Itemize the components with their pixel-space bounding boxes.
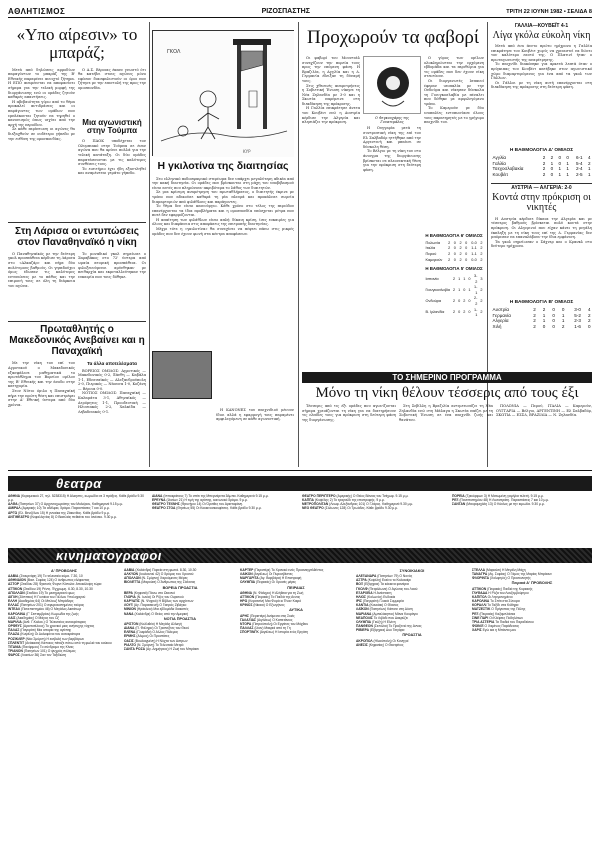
standings-row	[424, 274, 484, 285]
bottom-left-photo	[152, 351, 212, 399]
left-headline-3: Πρωταθλητής ο Μακεδονικός Ανεβαίνει και η Παναχαϊκή	[9, 324, 145, 358]
cinema-list-2: ΑΑΒΙΑ (Χαλάνδρι) Πορεία στη φωτιά. 8.30, 10.30 ΑΛΚΥΩΝ (Ιουλιανού 42) Ο δρόμος του Χρυσού ΑΠΟΛΛΩΝ (Ν. Σμύρνη) Χαρούμενες Μέρες ΒΙΟΛΕΤΤΑ (Μαρούσι) Ο Άνθρωπος της Σάλτσας ΒΟΡΕΙΑ ΠΡΟΑΣΤΙΑ ΒΕΡΑ (Κηφισιά) Πάνω στο Ωκεανό ΓΛΟΡΙΑ (Ν. Ιωνία) Οι Ρίζες του Ουρανού ΚΑΡΥΑΤΙΣ (Ν. Ψυχικό) Η Βίβλος των αρχόντων ΛΟΥΞ (Αγ. Παρασκευή) Ο Γιατρός Ζιβάγκο ΜΙΝΙΟΝ (Ηράκλειο) Μια εβδομάδα διακοπές ΝΑΝΑ (Χαλάνδρι) Ο Θείος από την Αμερική ΝΟΤΙΑ ΠΡΟΑΣΤΙΑ ΑΡΙΣΤΟΝ (Καλλιθέα) Η Μεγάλη Αλλαγή ΔΙΑΝΑ (Π. Φάληρο) Οι Τραπεζίτες του Θεού ΕΛΕΝΑ (Γλυφάδα) Ο Αλλος Πόλεμος ΕΡΜΗΣ (Αλιμος) Οι Προστάτες ΟΑΣΙΣ (Βουλιαγμένη) Η Νύχτα των Αστρων ΡΙΑΛΤΟ (Ν. Σμύρνη) Το Τελευταίο Μετρό ΣΑΝΤΑ ΡΟΖΑ (Αγ. Δημήτριος) Η Ζωή του Μπράιαν	[124, 568, 236, 854]
stat-cell: 0	[458, 299, 461, 304]
main-article-col2: Η Ουγγαρία μετά τη συντριπτική νίκη της επί του Ελ Σαλβαδόρ ηττήθηκε από την Αργεντινή και μπαίνει σε δύσκολη θέση. Το Βέλγιο με τη νίκη του στο άνοιγμα της διοργάνωσης βρίσκεται σε πλεονεκτική θέση για την πρόκριση στη δεύτερη φάση.	[363, 126, 421, 172]
standings-row	[491, 172, 592, 178]
stat-cell: 1-1	[473, 307, 478, 318]
stat-cell: 0	[453, 240, 456, 245]
team-name: Αλγερία	[492, 318, 509, 324]
stat-cell: 0	[587, 323, 591, 329]
stat-cell: 2	[587, 318, 591, 324]
cartoon-image	[152, 30, 294, 156]
stat-cell: 3-0	[574, 307, 581, 312]
left-headline-2: Στη Λάρισα οι εντυπώσεις στον Παναθηναϊκό η νίκη	[14, 225, 139, 248]
right-headline-2: Κοντά στην πρόκριση οι νικητές	[492, 191, 591, 214]
stat-cell: 1	[587, 172, 591, 178]
masthead	[8, 6, 592, 18]
stat-cell: 1	[550, 160, 554, 166]
stat-cell: 2	[480, 246, 483, 251]
team-name: Γερμανία	[492, 312, 511, 318]
stat-cell: 0	[558, 160, 562, 166]
team-name: Πολωνία	[425, 240, 441, 245]
stat-cell: 2	[452, 288, 456, 293]
svg-text:ΚΥΡ: ΚΥΡ	[243, 149, 251, 154]
theatre-list-1: ΑΘΗΝΑ (Κεραμεικού 27, τηλ. 5238315) Η Αλκηστις, κωμωδία σε 3 πράξεις. Κάθε βράδυ 9.30 μ.μ. ΑΛΦΑ (Πατησίων 37) Ο Αρχοντοχωριάτης του Μολιέρου, Καθημερινά 9.15 μ.μ. ΑΜΙΡΑΛ (Αμερικής 10) Τα αδέλφια, δράμα. Παραστάσεις 7 και 10 μ.μ. ΑΡΓΩ (Ελ. Βενιζέλου 15) Η γυναίκα της Ζάκυνθος. Κάθε βράδυ 9 μ.μ. ΑΝΤΙΘΕΑΤΡΟ (Κεφαλληνίας 8) Ο Βασιλιάς πεθαίνει του Ιονέσκο. 9.30 μ.μ.	[8, 494, 144, 519]
stat-cell: 2	[448, 257, 451, 262]
left-subheadline: Μια αγωνιστική στην Τούμπα	[82, 117, 142, 136]
stat-cell: 1	[468, 288, 471, 293]
team-name: Ιταλία	[425, 246, 436, 251]
photo-side-text: Η ΚΑΝΟΝΕΣ του παιχνιδιού μένουν ίδιοι αλλά η εφαρμογή τους παραμένει αμφιλεγόμενη σε κάθε αγωνιστική.	[216, 408, 294, 422]
stat-cell: 0	[465, 240, 468, 245]
team-name: Ισπανία	[425, 276, 439, 281]
stat-cell: 2	[542, 166, 546, 172]
right-article: Μετά από ένα άνετο πρώτο ημίχρονο η Γαλλία επικράτησε του Κουβέιτ χωρίς να χρειαστεί να δώσει τον καλύτερο εαυτό της. Ο Πλατινί ήταν ο πρωταγωνιστής της αναμέτρησης. Το παιχνίδι διακόπηκε για αρκετά λεπτά όταν ο πρίγκιπας του Κουβέιτ κατέβηκε στον αγωνιστικό χώρο διαμαρτυρόμενος για ένα από τα γκολ των Γάλλων. Οι Γάλλοι με τη νίκη αυτή επανέρχονται στη διεκδίκηση της πρόκρισης στη δεύτερη φάση.	[491, 44, 592, 90]
cinema-list-1: Α' ΠΡΟΒΟΛΗΣ ΑΑΒΙΑ (Στουρνάρη 19) Το τελευταίο κύμα. 7.30, 10 ΑΘΗΝΑΙΟΝ (Βασ. Σοφίας 124) Ο άνθρωπος ελέφαντας ΑΣΤΟΡ (Σταδίου 28) Φρανσίς Φορντ Κόπολα: Αποκάλυψη τώρα ΑΤΤΙΚΟΝ (Σταδίου 19) Ρέντς. Έγχρωμη. 6.30, 8.30, 10.30 ΑΠΟΛΛΩΝ (Σταδίου 19) Το μεσημεριανό φως ΑΙΓΛΗ (Ζάππειο) Η Γυναίκα του Γάλλου Υπολοχαγού ΕΛΛΗ (Ακαδημίας 64) Οι Μπλουζ Μπράδερς ΕΛΛΑΣ (Πατησίων 201) Ο σφυροκοπημένος ταύρος ΙΝΤΕΑΛ (Πανεπιστημίου 46) Ο Μεγάλος Δικτάτωρ ΚΑΡΟΛΙΝΑ (Γ' Σεπτεμβρίου) Κωμωδία της ζωής ΛΑΙΣ (Ακαδημίας) Ο Μάγος του Οζ ΜΑΡΙΛΙΑ (Ανθ. Γ.Καλοκ.) Ο Τελευταίος αυτοκράτορας ΟΡΦΕΥΣ (Αριστοτέλους) Το χρονικό μιας ανήσυχης νύχτας ΠΑΛΑΣ (Παγκράτι) Μια ιστορία της αγάπης ΠΛΑΖΑ (Κυψέλη) Οι Δολοφόνοι του αυτοκράτορα ΡΟΖΙΚΛΕΡ (Νέα Σμύρνη) Η εισβολή των βαρβάρων ΣΠΛΕΝΤΙΤ (Ανάκασα) Κάποιος πέταξε πάνω από τη φωλιά του κούκου ΤΙΤΑΝΙΑ (Πανόρμου) Το σύνδρομο της Κίνας ΤΡΙΑΝΟΝ (Πατησίων 101) Ο ψυχρός πόλεμος ΦΑΡΟΣ (Λιοσίων 36) Σαν τον Ταξιδιώτη	[8, 568, 120, 854]
stat-cell: 1	[587, 166, 591, 172]
stat-cell: 0	[561, 307, 565, 312]
stat-cell: 2-3	[574, 318, 581, 324]
player-drawing	[364, 57, 422, 115]
stat-cell: 0	[552, 318, 555, 324]
stat-cell: 2	[480, 252, 483, 257]
cinema-section-5: ΔΥΤΙΚΑ	[289, 608, 303, 613]
paper-name: ΡΙΖΟΣΠΑΣΤΗΣ	[261, 8, 310, 15]
main-article-col3: Ο γύρος των ομίλων ολοκληρώνεται την ερχόμενη εβδομάδα και τα περιθώρια για τις ομάδες που δεν έχουν νίκη στενεύουν. Οι διοργανωτές Ισπανοί έφεραν ισοπαλία με την Ονδούρα και νίκησαν δύσκολα τη Γιουγκοσλαβία με πέναλτι που δόθηκε με αμφιλεγόμενο τρόπο. Το Καμερούν με δύο ισοπαλίες εντυπωσίασε όλους τους παρατηρητές με το γρήγορο παιχνίδι του.	[424, 55, 484, 125]
stat-cell: 2	[452, 299, 456, 304]
stat-cell: 0	[453, 252, 456, 257]
right-kicker: ΓΑΛΛΙΑ—ΚΟΥΒΕΪΤ 4-1	[514, 23, 569, 29]
cinema-list-5: ΣΤΕΛΛΑ (Μαρούσι) Η Μεγάλη Μάχη ΤΑΝΑΓΡΑ (Αγ. Σοφίας) Ο Γάμος της Μαρίας Μπράουν ΦΛΟΡΙΝΤΑ (Χολαργός) Ο Προσκυνητής Πειραιά Α' ΠΡΟΒΟΛΗΣ ΑΤΤΙΚΟΝ (Πειραιάς) Παιδιά της Κυριακής ΓΛΥΦΑΔΑ Η Ρόζα του Λουξεμβούργου ΚΑΠΙΤΟΛ Οι Λησμονημένοι ΚΑΡΟΛΙΝΑ Το Σπίτι στα Σύνορα ΚΟΡΑΛΛΙ Το Ταξίδι στα Κύθηρα ΜΑΤΖΕΣΤΙΚ Ο Πρίγκιπας της Πόλης ΡΕΞ (Πειραιάς) Καζαμπλάνκα ΣΙΝΕ ΠΑΡΙ Οι Κλέφτες Ποδηλάτων ΤΡΙΑ ΑΣΤΕΡΙΑ Τα Παιδιά του Παραδείσου ΦΟΙΝΙΞ Ο Χαμένος Παράδεισος ΧΑΡΙΣ Εγώ και η Μπάντα μου	[472, 568, 592, 854]
team-name: Αυστρία	[492, 307, 510, 312]
theatre-list-4: ΠΟΡΕΙΑ (Τρικόρφων 3) Η Ματωμένη γαμήλια τελετή. 9.15 μ.μ. ΡΕΞ (Πανεπιστημίου 48) Η Λυσιστράτη. Παραστάσεις 7 και 10 μ.μ. ΣΑΝΤΑΝ (Μαυρομιχάλη 13) Ο Κύκλος με την κιμωλία. 9.30 μ.μ.	[452, 494, 550, 507]
stat-cell: 2	[542, 160, 546, 166]
stat-cell: 1	[558, 166, 562, 172]
cinema-section-6: ΣΥΝΟΙΚΙΑΚΟΙ	[399, 569, 425, 573]
standings-row	[424, 285, 484, 296]
stat-cell: 2	[459, 252, 462, 257]
stat-cell: 2	[542, 307, 546, 312]
stat-cell: 5-4	[575, 160, 583, 166]
main-headline: Προχωρούν τα φαβορί	[307, 27, 479, 48]
stat-cell: 0	[552, 312, 555, 318]
left-headline: «Υπο αίρεσιν» το μπαράζ;	[16, 25, 138, 62]
program-section	[302, 372, 592, 468]
right-kicker-2: ΑΥΣΤΡΙΑ — ΑΛΓΕΡΙΑ: 2-0	[511, 185, 572, 192]
group-5-title: Η ΒΑΘΜΟΛΟΓΙΑ 5' ΟΜΙΛΟΣ	[425, 266, 483, 272]
stat-cell: 1-1	[471, 246, 477, 251]
stat-cell: 4	[587, 307, 591, 312]
stat-cell: 2	[459, 246, 462, 251]
left-column	[8, 22, 146, 467]
stat-cell: 2	[533, 323, 536, 329]
section-title: ΑΘΛΗΤΙΣΜΟΣ	[8, 7, 66, 16]
stat-cell: 2	[448, 252, 451, 257]
guillotine-article: Στο ελληνικό ποδοσφαιρικό στερέωμα δεν υπάρχει μεγαλύτερη αδικία από την κακή διαιτησία. Οι ομάδες που βρίσκονται στη μάχη του υποβιβασμού είναι αυτές που πληρώνουν ακριβότερα το λάθος των διαιτητών. Σε μια κρίσιμη αναμέτρηση του πρωταθλήματος, ο διαιτητής έκρινε με τρόπο που αδικούσε καθαρά τη μία πλευρά και προκάλεσε σωρεία διαμαρτυριών από φιλάθλους και παράγοντες. Το θέμα δεν είναι καινούργιο. Κάθε χρόνο στο τέλος της περιόδου επανέρχονται τα ίδια προβλήματα και η ομοσπονδία υπόσχεται μέτρα που ποτέ δεν εφαρμόζονται. Η απαίτηση των φιλάθλων είναι απλή: δίκαιη κρίση, ίσες ευκαιρίες για όλους και διαφάνεια στις αποφάσεις της επιτροπής διαιτησίας. Μέχρι τότε η «γκιλοτίνα» θα συνεχίσει να πέφτει πάνω στις μικρές ομάδες που δεν έχουν φωνή στα κέντρα αποφάσεων.	[152, 176, 294, 236]
theatre-list-2: ΔΙΑΝΑ (Ιπποκράτους 7) Το σπίτι της Μπερνάρντα Άλμπα. Καθημερινά 9.15 μ.μ. ΕΡΕΥΝΑ (Ιλισίων 21) Η τιμή της αγάπης, κοινωνικό δράμα. 9 μ.μ. ΘΕΑΤΡΟ ΤΕΧΝΗΣ (Φρυνίχου 14) Οι Όρνιθες του Αριστοφάνη. ΘΕΑΤΡΟ ΣΤΟΑ (Θησέως 55) Οι Κοκκινοσκουφίτσες. Κάθε βράδυ 9.30 μ.μ.	[152, 494, 269, 511]
group-5-table	[424, 274, 484, 319]
team-name: Τσεχοσλοβακία	[492, 166, 524, 172]
stat-cell: 2	[533, 312, 536, 318]
stat-cell: 1-1	[473, 285, 478, 295]
stat-cell: 2	[480, 310, 483, 315]
team-name: Χιλή	[492, 323, 502, 329]
left-article-col1: Μετά από δηλώσεις αρμοδίων παραγόντων το μπαράζ της Β' Εθνικής παραμένει ανοιχτό ζήτημα. Η ΕΠΟ αναμένεται να αποφασίσει σήμερα για την τελική μορφή της διοργάνωσης ενώ οι ομάδες ζητούν καθαρές απαντήσεις. Η αβεβαιότητα γύρω από το θέμα προκαλεί αντιδράσεις και οι παράγοντες των ομάδων που εμπλέκονται ζητούν να τηρηθεί ο κανονισμός όπως ισχύει από την αρχή της περιόδου. Σε κάθε περίπτωση οι αγώνες θα διεξαχθούν σε ουδέτερο γήπεδο με την ευθύνη της ομοσπονδίας.	[8, 67, 75, 141]
team-name: Αγγλία	[492, 155, 507, 161]
stat-cell: 0-0	[471, 240, 477, 245]
stat-cell: 1-6	[574, 323, 581, 329]
stat-cell: 1-1	[471, 252, 477, 257]
stat-cell: 1	[458, 288, 461, 293]
stat-cell: 0-0	[471, 257, 477, 262]
stat-cell: 1	[463, 276, 466, 281]
svg-text:ΓΚΟΛ: ΓΚΟΛ	[167, 49, 181, 55]
stat-cell: 2	[550, 155, 554, 161]
cinema-list-3: ΚΑΡΤΕΡ (Περιστέρι) Το Χρονικό ενός Προαναγγελθέντος ΛΑΙΚΟΝ (Αιγάλεω) Οι Πυροσβέστες ΜΑΡΓΑΡΙΤΑ (Αγ. Βαρβάρα) Η Επιστροφή ΟΛΥΜΠΙΑ (Πειραιάς) Οι Χρυσές μέρες ΠΕΙΡΑΙΑΣ ΑΘΗΝΑ (Ν. Φάληρο) Η Αλήθεια για τη Ζωή ΑΤΤΙΚΟΝ (Πειραιάς) Τα Παιδιά της Αννας ΗΡΩ (Κερατσίνι) Μια Φορά κι Έναν Καιρό ΚΡΙΝΟΣ (Νίκαια) Ο Εξωγήινος ΔΥΤΙΚΑ ΑΡΗΣ (Περιστέρι) Ανάμεσα στις Σκιές ΓΑΛΑΞΙΑΣ (Αιγάλεω) Ο Καπετάνιος ΝΤΟΡΑ (Πετρούπολη) Οι Εργάτες του Μόχθου ΠΑΛΛΑΣ (Ιλιον) Μακριά από τη Γη ΣΠΟΡΤΙΝΓΚ (Αιγάλεω) Η Ιστορία ενός Εργάτη	[240, 568, 352, 854]
stat-cell: 2	[561, 323, 565, 329]
program-col3: ΠΟΛΩΝΙΑ — Περού, ΙΤΑΛΙΑ — Καμερούν, ΟΥΓΓΑΡΙΑ — Βέλγιο, ΑΡΓΕΝΤΙΝΗ — Ελ Σαλβαδόρ, ΣΚΩΤΙΑ — ΕΣΣΔ, ΒΡΑΖΙΛΙΑ — Ν. Ζηλανδία.	[496, 404, 592, 418]
stat-cell: 1	[458, 276, 461, 281]
stat-cell: 0	[468, 276, 471, 281]
stat-cell: 1	[566, 160, 569, 166]
stat-cell: 2	[448, 246, 451, 251]
stat-cell: 0	[453, 257, 456, 262]
cinema-section-7: ΠΡΟΑΣΤΙΑ	[402, 633, 422, 638]
group-6-title: Η ΒΑΘΜΟΛΟΓΙΑ 6' ΟΜΙΛΟΣ	[425, 233, 483, 238]
right-headline: Λίγα γκόλα εύκολη νίκη	[492, 29, 591, 41]
stat-cell: 2	[533, 318, 536, 324]
stat-cell: 1	[558, 172, 562, 178]
stat-cell: 2-2	[473, 296, 478, 307]
cinema-section-3: ΝΟΤΙΑ ΠΡΟΑΣΤΙΑ	[163, 616, 197, 621]
cartoon-drawing	[153, 31, 294, 157]
program-headline: Μόνο τη νίκη θέλουν τέσσερις από τους έξι	[315, 385, 579, 401]
cinema-list-4: ΣΥΝΟΙΚΙΑΚΟΙ ΑΛΕΞΑΝΔΡΑ (Πατησίων 79) Ο Νονός ΑΣΤΡΑ (Κυψέλη) Εκείνο το Καλοκαίρι ΒΟΞ (Εξάρχεια) Τα κόκκινα φανάρια ΓΚΟΛΦ (Πετράλωνα) Ο Αγώνας του Λαού ΕΞΑΡΧΕΙΑ Η Ανάσταση ΗΛΙΟΣ (Κολωνός) Ευδοκία ΙΡΙΣ (Παγκράτι) Γλυκιά Συμμορία ΚΑΝΤΙΑ (Κουκάκι) Ο Θίασος ΛΑΪΚΟΝ (Πατησίων) Κάποτε στη Δύση ΜΑΡΙΑΝΑ (Αμπελόκηποι) Μάνα Κουράγιο ΝΕΑΠΟΛΙΣ Το Λιβάδι που Δακρύζει ΟΛΥΜΠΙΑ (Γκύζη) Η Ελένη ΠΑΝΘΕΟΝ (Σεπόλια) Το Προξενιό της Αννας ΡΙΒΙΕΡΑ (Εξάρχεια) Δυο Τσιγάρα ΠΡΟΑΣΤΙΑ ΑΚΡΟΠΟΛ (Ηλιούπολη) Οι Κυνηγοί ΑΝΕΣΙΣ (Κηφισίας) Ο Θεατρίνος	[356, 568, 468, 854]
stat-cell: 0	[552, 307, 555, 312]
stat-cell: 0	[550, 166, 554, 172]
left-article2-col1: Ο Παναθηναϊκός με την δεύτερη γκολ προσπάθεια κέρδισε τη Λάρισα στο «Αλκαζάρ» και πήρε δύο πολύτιμους βαθμούς. Οι γηπεδούχοι όμως έδωσαν τις καλύτερες εντυπώσεις με το πάθος και την επιμονή τους σε όλη τη διάρκεια του αγώνα.	[8, 251, 75, 289]
standings-row	[424, 252, 484, 258]
group-d-table	[491, 155, 592, 177]
stat-cell: 2	[480, 257, 483, 262]
cinema-banner: κινηματογραφοι	[8, 548, 592, 563]
center-left-column	[152, 22, 294, 467]
team-name: Ονδούρα	[425, 299, 442, 304]
mid-tables-block	[424, 232, 484, 372]
stat-cell: 2	[480, 299, 483, 304]
stat-cell: 2	[452, 310, 456, 315]
team-name: Κουβέιτ	[492, 172, 509, 178]
results-title: Τα άλλα αποτελέσματα	[87, 361, 137, 367]
team-name: Γαλλία	[492, 160, 506, 166]
stat-cell: 0	[463, 288, 466, 293]
stat-cell: 1	[566, 166, 569, 172]
team-name: Καμερούν	[425, 257, 443, 262]
player-photo	[363, 56, 421, 114]
stat-cell: 0	[550, 172, 554, 178]
stat-cell: 0	[542, 323, 546, 329]
stat-cell: 2	[542, 172, 546, 178]
cartoon-headline: Η γκιλοτίνα της διαιτησίας	[157, 160, 289, 172]
stat-cell: 2	[463, 299, 466, 304]
group-6-table	[424, 241, 484, 263]
stat-cell: 2	[542, 155, 546, 161]
stat-cell: 1	[561, 318, 565, 324]
theatre-list-3: ΘΕΑΤΡΟ ΠΕΡΙΠΤΕΡΟ (Αμερικής) Ο Θείος Βάνιας του Τσέχωφ. 9.15 μ.μ. ΚΑΠΠΑ (Κυψέλης 2) Το τραγούδι της επιστροφής. 9 μ.μ. ΜΕΤΡΟΠΟΛΙΤΑΝ (Λεωφ. Αλεξάνδρας 101) Ο Γλάρος. Καθημερινά 9.30 μ.μ. ΝΕΟ ΘΕΑΤΡΟ (Σόλωνος 128) Οι Τρωάδες. Κάθε βράδυ 9.30 μ.μ.	[302, 494, 414, 511]
stat-cell: 0	[465, 252, 468, 257]
team-name: Β. Ιρλανδία	[425, 310, 445, 315]
cinema-section-1: Α' ΠΡΟΒΟΛΗΣ	[50, 569, 78, 573]
results-list: ΒΟΡΕΙΟΣ ΟΜΙΛΟΣ: Αγροτικός — Μακεδονικός 0-2, Ξάνθη — Καβάλα 1-1, Εδεσσαϊκός — Αλεξανδρούπολη 2-0, Πιερικός — Νάουσα 1-0, Κοζάνη — Βέροια 0-0. ΝΟΤΙΟΣ ΟΜΙΛΟΣ: Παναχαϊκή — Καλαμάτα 3-1, Αθηναϊκός — Ατρόμητος 1-1, Προοδευτική — Ηλυσιακός 2-2, Χαλκίδα — Λεβαδειακός 0-1.	[78, 368, 146, 414]
stat-cell: 3-2	[473, 274, 478, 284]
team-name: Γιουγκοσλαβία	[425, 288, 450, 293]
right-article-2: Η Αυστρία κέρδισε δίκαια την Αλγερία και με τέσσερις βαθμούς βρίσκεται πολύ κοντά στην πρόκριση. Οι Αλγερινοί που είχαν κάνει τη μεγάλη έκπληξη με τη νίκη τους επί της Δ. Γερμανίας δεν μπόρεσαν να επαναλάβουν την ίδια εμφάνιση. Τα γκολ σημείωσαν ο Σάχνερ και ο Κρανκλ στο δεύτερο ημίχρονο.	[491, 216, 592, 249]
stat-cell: 0	[453, 246, 456, 251]
stat-cell: 1	[542, 318, 546, 324]
stat-cell: 1	[542, 312, 546, 318]
cinema-section-4: ΠΕΙΡΑΙΑΣ	[287, 585, 305, 590]
stat-cell: 2	[463, 310, 466, 315]
left-article-col2: Ο Α.Σ. Βέροιας έκανε γνωστό ότι θα κατέβει στους αγώνες μόνο εφόσον διασφαλιστούν οι όροι που ζήτησε με την επιστολή της προς την ομοσπονδία.	[78, 67, 146, 91]
standings-row	[424, 296, 484, 307]
stat-cell: 0	[465, 257, 468, 262]
program-col1: Τέσσερις από τις έξι ομάδες που αγωνίζονται σήμερα χρειάζονται τη νίκη για να διατηρήσουν τις ελπίδες τους για πρόκριση στη δεύτερη φάση της διοργάνωσης.	[302, 404, 396, 422]
stat-cell: 2-5	[575, 172, 583, 178]
left-article2-col2: Το μοναδικό γκολ σημείωσε ο Σαραβάκος στο 72' ύστερα από ωραία ατομική προσπάθεια. Οι φιλοξενούμενοι αμύνθηκαν με πειθαρχία και εκμεταλλεύτηκαν την ευκαιρία που τους δόθηκε.	[78, 251, 146, 279]
stat-cell: 0	[566, 155, 569, 161]
group-b-title: Η ΒΑΘΜΟΛΟΓΙΑ Β' ΟΜΙΛΟΣ	[509, 299, 574, 305]
stat-cell: 0	[468, 299, 471, 304]
program-kicker: ΤΟ ΣΗΜΕΡΙΝΟ ΠΡΟΓΡΑΜΜΑ	[302, 372, 592, 383]
stat-cell: 2-4	[575, 166, 583, 172]
cinema-section-8: Πειραιά Α' ΠΡΟΒΟΛΗΣ	[511, 581, 553, 586]
stat-cell: 3	[480, 276, 483, 281]
standings-row	[424, 258, 484, 264]
stat-cell: 2	[480, 240, 483, 245]
stat-cell: 1	[561, 312, 565, 318]
stat-cell: 2	[448, 240, 451, 245]
stat-cell: 2	[533, 307, 536, 312]
stat-cell: 2	[587, 160, 591, 166]
stat-cell: 4	[587, 155, 591, 161]
stat-cell: 6-1	[575, 155, 583, 161]
stat-cell: 2	[459, 257, 462, 262]
theatre-banner: θεατρα	[8, 476, 592, 491]
program-col2: Στη Σεβίλλη η Βραζιλία αντιμετωπίζει τη Νέα Ζηλανδία ενώ στη Μάλαγα η Σκωτία παίζει με τη Σοβιετική Ένωση σε ένα παιχνίδι ζωής και θανάτου.	[399, 404, 493, 422]
left-article-col3: Ο ΠΑΟΚ υποδέχεται τον Ολυμπιακό στην Τούμπα σε έναν αγώνα που θα κρίνει πολλά για την τελική κατάταξη. Οι δύο ομάδες παρατάσσονται με τις καλύτερες συνθέσεις τους. Το εισιτήριο έχει ήδη εξαντληθεί και αναμένεται γεμάτο γήπεδο.	[78, 139, 146, 176]
main-article-col1: Οι φαβορί του Μουντιάλ συνεχίζουν την πορεία τους προς την επόμενη φάση. Η Βραζιλία, η Αγγλία και η Δ. Γερμανία έδειξαν τη δύναμή τους. Στις χθεσινές αναμετρήσεις η Σοβιετική Ένωση νίκησε τη Νέα Ζηλανδία με 3-0 και η Σκωτία παρέμεινε στη διεκδίκηση της πρόκρισης. Η Γαλλία επικράτησε άνετα του Κουβέιτ ενώ η Αυστρία κέρδισε την Αλγερία και πλησιάζει την πρόκριση.	[302, 55, 360, 125]
standings-row	[491, 324, 592, 330]
left-article3-col1: Με την νίκη του επί του Αγροτικού ο Μακεδονικός εξασφάλισε μαθηματικά το πρωτάθλημα του Βορείου ομίλου της Β' Εθνικής και την άνοδο στην κατηγορία. Στον Νότιο όμιλο η Παναχαϊκή πήρε την πρώτη θέση και επιστρέφει στην Α' Εθνική ύστερα από δύο χρόνια.	[8, 361, 75, 407]
photo-caption: Ο Φεγκουχάρης της Γουατεμάλας	[375, 115, 409, 125]
stat-cell: 0	[465, 246, 468, 251]
stat-cell: 2	[459, 240, 462, 245]
issue-date: ΤΡΙΤΗ 22 ΙΟΥΝΗ 1982 • ΣΕΛΙΔΑ 8	[506, 8, 592, 15]
group-b-table	[491, 307, 592, 329]
group-d-title: Η ΒΑΘΜΟΛΟΓΙΑ Δ' ΟΜΙΛΟΣ	[509, 148, 574, 153]
stat-cell: 2	[452, 276, 456, 281]
stat-cell: 0	[458, 310, 461, 315]
stat-cell: 1	[566, 172, 569, 178]
stat-cell: 0	[468, 310, 471, 315]
stat-cell: 0	[558, 155, 562, 161]
stat-cell: 2	[480, 288, 483, 293]
stat-cell: 5-2	[574, 312, 581, 318]
cinema-section-2: ΒΟΡΕΙΑ ΠΡΟΑΣΤΙΑ	[162, 585, 198, 590]
standings-row	[424, 308, 484, 319]
team-name: Περού	[425, 252, 437, 257]
stat-cell: 0	[552, 323, 555, 329]
stat-cell: 2	[587, 312, 591, 318]
